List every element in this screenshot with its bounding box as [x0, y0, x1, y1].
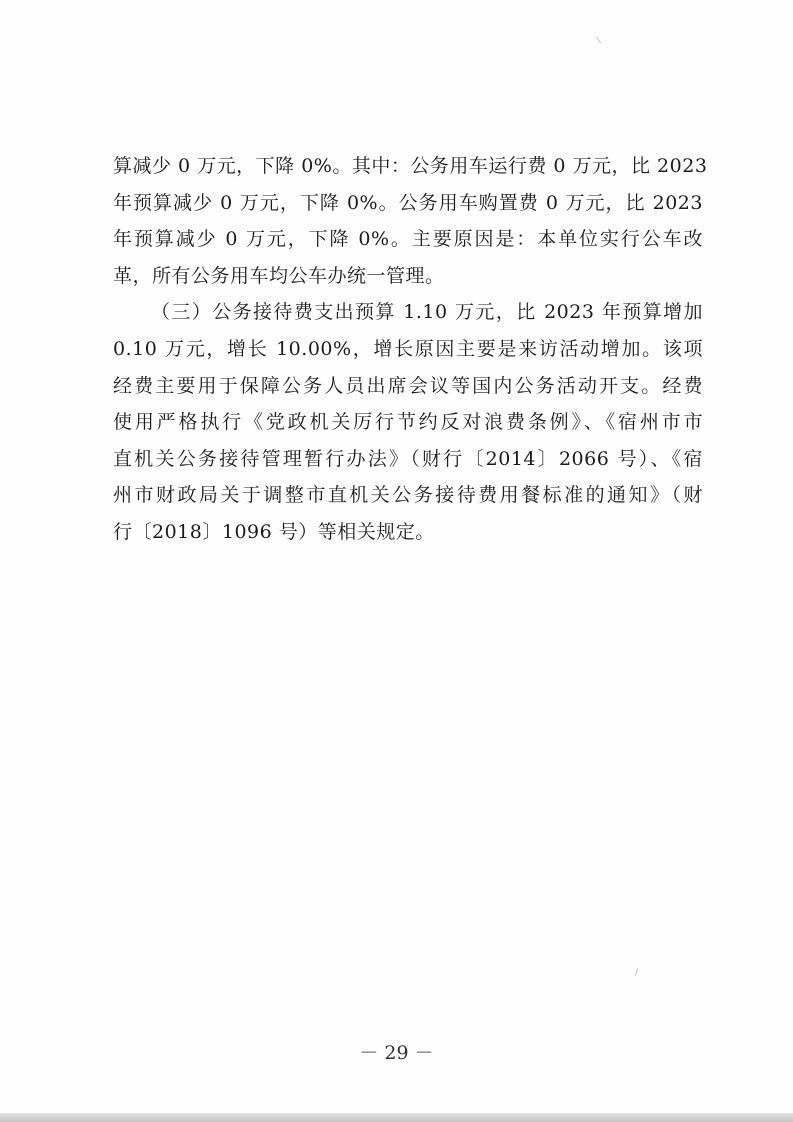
- text-line: （三）公务接待费支出预算 1.10 万元，比 2023 年预算增加: [151, 301, 703, 324]
- text-line: 直机关公务接待管理暂行办法》（财行〔2014〕2066 号）、《宿: [113, 447, 703, 470]
- text-line: 算减少 0 万元，下降 0%。其中：公务用车运行费 0 万元，比 2023: [113, 155, 708, 177]
- scan-bottom-edge: [0, 1113, 793, 1122]
- text-line: 年预算减少 0 万元，下降 0%。公务用车购置费 0 万元，比 2023: [113, 191, 703, 214]
- text-line: 经费主要用于保障公务人员出席会议等国内公务活动开支。经费: [113, 374, 703, 397]
- text-line: 革，所有公务用车均公车办统一管理。: [113, 264, 445, 287]
- body-text: [113, 148, 708, 551]
- text-line: 年预算减少 0 万元，下降 0%。主要原因是：本单位实行公车改: [113, 228, 703, 251]
- text-line: 0.10 万元，增长 10.00%，增长原因主要是来访活动增加。该项: [113, 337, 703, 360]
- text-line: 行〔2018〕1096 号）等相关规定。: [113, 520, 435, 543]
- page-number: － 29 －: [359, 1042, 434, 1064]
- scan-mark: [596, 36, 601, 43]
- text-line: 使用严格执行《党政机关厉行节约反对浪费条例》、《宿州市市: [113, 411, 703, 434]
- text-line: 州市财政局关于调整市直机关公务接待费用餐标准的通知》（财: [113, 484, 703, 507]
- scan-mark: [635, 968, 638, 976]
